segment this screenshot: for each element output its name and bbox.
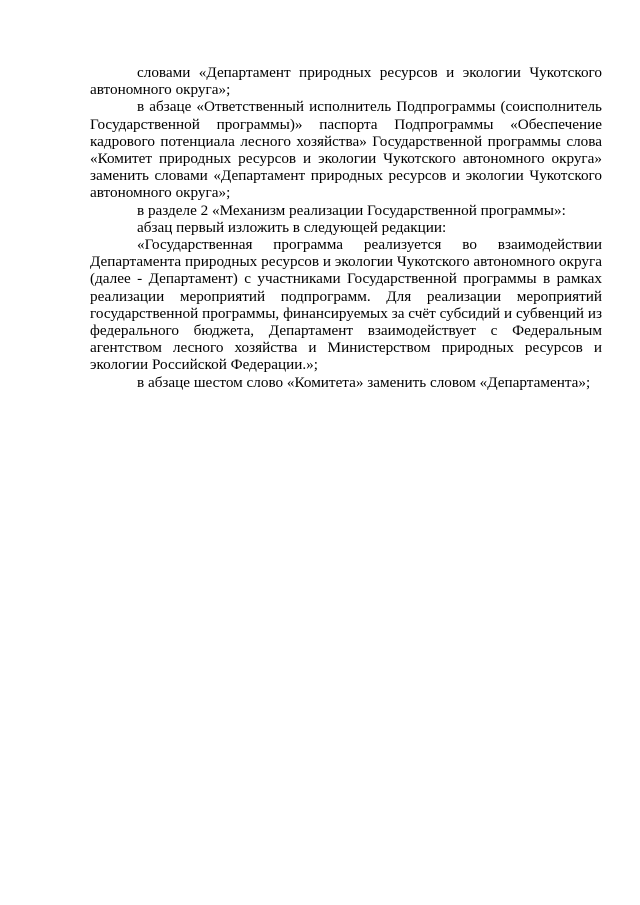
paragraph-responsible-executor: в абзаце «Ответственный исполнитель Подпрограммы (соисполнитель Государственной программы)» паспорта Подпрограммы «Обеспечение кадрового потенциала лесного хозяйства» Государственной программы слова «Комитет природных ресурсов и экологии Чукотского автономного округа» заменить словами «Департамент природных ресурсов и экологии Чукотского автономного округа»; [90,98,602,202]
paragraph-first-abzac-instruction: абзац первый изложить в следующей редакции: [137,218,447,236]
paragraph-replacement-words: словами «Департамент природных ресурсов и экологии Чукотского автономного округа»; [90,64,602,99]
paragraph-sixth-abzac: в абзаце шестом слово «Комитета» заменить словом «Департамента»; [137,373,591,391]
paragraph-section-2-heading: в разделе 2 «Механизм реализации Государственной программы»: [137,201,566,219]
document-page [90,64,602,391]
paragraph-new-wording: «Государственная программа реализуется во взаимодействии Департамента природных ресурсов и экологии Чукотского автономного округа (далее - Департамент) с участниками Государственной программы в рамках реализации мероприятий подпрограмм. Для реализации мероприятий государственной программы, финансируемых за счёт субсидий и субвенций из федерального бюджета, Департамент взаимодействует с Федеральным агентством лесного хозяйства и Министерством природных ресурсов и экологии Российской Федерации.»; [90,236,602,374]
